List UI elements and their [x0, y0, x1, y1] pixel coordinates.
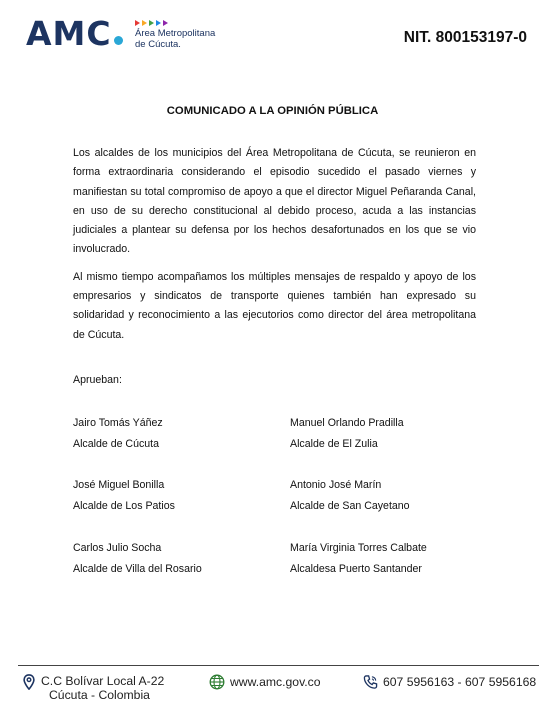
logo-subtitle-line1: Área Metropolitana	[135, 28, 216, 39]
signatory-name: Carlos Julio Socha	[73, 542, 162, 554]
signatory-role: Alcaldesa Puerto Santander	[290, 563, 422, 575]
signatory-name: Jairo Tomás Yáñez	[73, 417, 163, 429]
document-body	[73, 144, 476, 353]
signatory	[290, 413, 404, 455]
logo-triangle	[156, 20, 161, 26]
signatory-role: Alcalde de Villa del Rosario	[73, 563, 202, 575]
logo-triangle	[142, 20, 147, 26]
body-paragraph: Al mismo tiempo acompañamos los múltiples mensajes de respaldo y apoyo de los empresarios y sindicatos de transporte quienes también han expresado su solidaridad y reconocimiento a las ejecutorios como director del área metropolitana de Cúcuta.	[73, 270, 476, 341]
logo-triangle	[149, 20, 154, 26]
footer-divider	[18, 665, 539, 666]
signatory-name: Manuel Orlando Pradilla	[290, 417, 404, 429]
signatory-name: Antonio José Marín	[290, 479, 382, 491]
address-line1: C.C Bolívar Local A-22	[41, 674, 165, 688]
address-line2: Cúcuta - Colombia	[49, 688, 150, 702]
logo-text: AMC	[26, 14, 112, 53]
signatory-role: Alcalde de Cúcuta	[73, 438, 159, 450]
phone-icon	[363, 674, 378, 690]
signatory	[73, 475, 175, 517]
signatory-name: José Miguel Bonilla	[73, 479, 165, 491]
signatory	[73, 538, 202, 580]
signatory	[290, 538, 427, 580]
signatory	[290, 475, 410, 517]
location-pin-icon	[22, 674, 36, 690]
globe-icon	[209, 674, 225, 690]
signatory	[73, 413, 163, 455]
logo-triangles	[135, 20, 168, 26]
logo-triangle	[135, 20, 140, 26]
body-paragraph: Los alcaldes de los municipios del Área Metropolitana de Cúcuta, se reunieron en forma extraordinaria considerando el episodio sucedido el pasado viernes y manifiestan su total compromiso de apoyo a que el director Miguel Peñaranda Canal, en uso de su derecho constitucional al debido proceso, acuda a las instancias judiciales a plantear su defensa por los hechos desafortunados en los que se vio involucrado.	[73, 147, 476, 256]
logo-subtitle-line2: de Cúcuta.	[135, 38, 181, 50]
signatory-role: Alcalde de Los Patios	[73, 500, 175, 512]
signatory-role: Alcalde de El Zulia	[290, 438, 378, 450]
document-title: COMUNICADO A LA OPINIÓN PÚBLICA	[166, 105, 379, 117]
signatory-name: María Virginia Torres Calbate	[290, 542, 427, 554]
amc-logo	[26, 14, 123, 54]
footer-website	[209, 674, 321, 690]
nit-number: NIT. 800153197-0	[403, 29, 527, 46]
footer-phones	[363, 674, 536, 690]
letterhead	[0, 0, 545, 80]
footer-address	[22, 674, 164, 702]
logo-triangle	[163, 20, 168, 26]
logo-subtitle	[135, 29, 215, 50]
phone-numbers: 607 5956163 - 607 5956168	[383, 675, 537, 689]
signatory-role: Alcalde de San Cayetano	[290, 500, 410, 512]
website-link[interactable]: www.amc.gov.co	[230, 675, 321, 689]
logo-dot	[114, 36, 123, 45]
approve-label: Aprueban:	[73, 374, 122, 386]
